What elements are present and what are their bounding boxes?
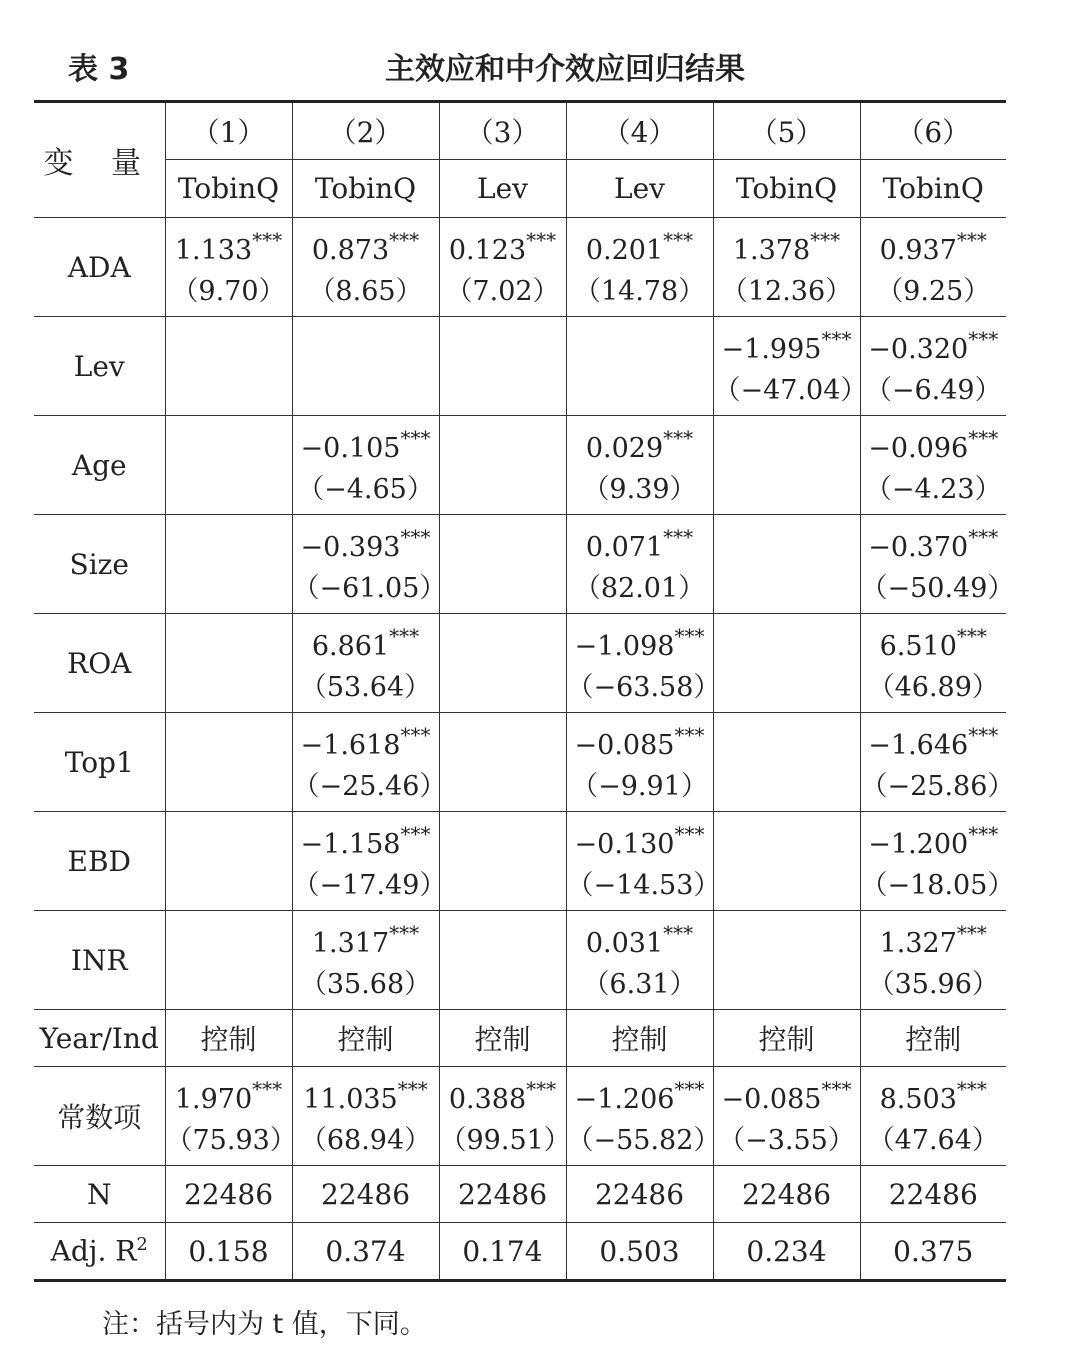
table-row (34, 416, 1006, 515)
table-row (34, 911, 1006, 1010)
significance-stars: *** (968, 426, 999, 450)
result-cell (713, 317, 868, 416)
coefficient-value: 0.937 (879, 235, 957, 266)
adj-r2-value: 0.374 (292, 1223, 439, 1281)
coefficient-value: −1.618 (300, 730, 401, 761)
result-cell (292, 218, 439, 317)
result-cell (439, 911, 566, 1010)
significance-stars: *** (252, 228, 283, 252)
result-cell (292, 911, 439, 1010)
significance-stars: *** (674, 624, 705, 648)
coefficient (861, 321, 1007, 370)
coefficient (293, 915, 439, 964)
result-cell (566, 416, 713, 515)
variable-name: Lev (34, 317, 165, 416)
dependent-variable-row (34, 160, 1006, 218)
significance-stars: *** (968, 327, 999, 351)
coefficient (166, 1071, 292, 1120)
adj-r2-value: 0.375 (860, 1223, 1006, 1281)
coefficient (567, 1071, 713, 1120)
coefficient-value: 0.071 (585, 532, 664, 563)
coefficient (567, 816, 713, 865)
result-cell (292, 515, 447, 614)
t-statistic: （−50.49） (860, 573, 1015, 604)
significance-stars: *** (252, 1077, 283, 1101)
significance-stars: *** (400, 525, 431, 549)
result-cell (292, 812, 447, 911)
dependent-variable: TobinQ (165, 160, 292, 218)
model-number: （3） (439, 102, 566, 160)
t-statistic: （−63.58） (566, 672, 721, 703)
coefficient (567, 618, 713, 667)
coefficient (861, 519, 1007, 568)
table-row (34, 713, 1006, 812)
coefficient-value: −0.320 (868, 334, 969, 365)
significance-stars: *** (821, 1077, 852, 1101)
t-statistic: （9.39） (582, 474, 697, 505)
coefficient (861, 222, 1007, 271)
coefficient-value: 1.327 (879, 928, 957, 959)
result-cell (566, 614, 721, 713)
result-cell (165, 1067, 297, 1166)
variable-name: Size (34, 515, 165, 614)
t-statistic: （53.64） (299, 672, 432, 703)
model-number: （4） (566, 102, 713, 160)
significance-stars: *** (956, 1077, 987, 1101)
observation-count: 22486 (165, 1166, 292, 1223)
adj-r2-value: 0.503 (566, 1223, 713, 1281)
result-cell (165, 911, 292, 1010)
significance-stars: *** (526, 1077, 557, 1101)
control-indicator: 控制 (165, 1010, 292, 1067)
variable-name: ROA (34, 614, 165, 713)
coefficient-value: −0.130 (574, 829, 675, 860)
coefficient (293, 519, 439, 568)
result-cell (860, 911, 1006, 1010)
result-cell (439, 218, 566, 317)
coefficient (440, 222, 566, 271)
result-cell (566, 515, 713, 614)
result-cell (165, 614, 292, 713)
coefficient (293, 420, 439, 469)
variable-name: N (34, 1166, 165, 1223)
result-cell (292, 317, 439, 416)
model-number: （5） (713, 102, 860, 160)
dependent-variable: TobinQ (860, 160, 1006, 218)
coefficient (714, 222, 860, 271)
dependent-variable: TobinQ (713, 160, 860, 218)
table-row (34, 614, 1006, 713)
controls-row (34, 1010, 1006, 1067)
control-indicator: 控制 (860, 1010, 1006, 1067)
result-cell (860, 416, 1006, 515)
result-cell (566, 218, 713, 317)
t-statistic: （12.36） (720, 276, 853, 307)
dependent-variable: Lev (439, 160, 566, 218)
t-statistic: （−3.55） (718, 1125, 855, 1156)
observations-row (34, 1166, 1006, 1223)
table-row (34, 317, 1006, 416)
t-statistic: （9.25） (876, 276, 991, 307)
result-cell (713, 515, 860, 614)
variable-column-header: 变 量 (34, 102, 165, 218)
coefficient-value: −0.096 (868, 433, 969, 464)
t-statistic: （−4.23） (864, 474, 1002, 505)
result-cell (566, 812, 721, 911)
t-statistic: （−25.46） (292, 771, 447, 802)
t-statistic: （14.78） (573, 276, 706, 307)
t-statistic: （−6.49） (864, 375, 1002, 406)
table-row (34, 812, 1006, 911)
result-cell (439, 317, 566, 416)
coefficient (714, 1071, 860, 1120)
coefficient-value: 0.029 (585, 433, 664, 464)
t-statistic: （7.02） (445, 276, 560, 307)
control-indicator: 控制 (439, 1010, 566, 1067)
coefficient-value: −1.206 (574, 1084, 675, 1115)
coefficient (861, 816, 1007, 865)
t-statistic: （−17.49） (292, 870, 447, 901)
control-indicator: 控制 (566, 1010, 713, 1067)
observation-count: 22486 (439, 1166, 566, 1223)
adj-r2-row (34, 1223, 1006, 1281)
adj-r2-superscript: 2 (136, 1234, 148, 1256)
result-cell (860, 317, 1006, 416)
result-cell (713, 911, 860, 1010)
t-statistic: （−25.86） (860, 771, 1015, 802)
observation-count: 22486 (860, 1166, 1006, 1223)
result-cell (566, 713, 713, 812)
result-cell (713, 1067, 860, 1166)
result-cell (860, 713, 1015, 812)
t-statistic: （−4.65） (297, 474, 434, 505)
coefficient (861, 915, 1007, 964)
table-title: 主效应和中介效应回归结果 (385, 52, 745, 87)
model-number: （2） (292, 102, 439, 160)
coefficient (293, 222, 439, 271)
significance-stars: *** (968, 723, 999, 747)
coefficient (861, 420, 1007, 469)
significance-stars: *** (397, 1077, 428, 1101)
result-cell (439, 515, 566, 614)
coefficient (293, 717, 439, 766)
result-cell (713, 812, 860, 911)
result-cell (713, 614, 860, 713)
coefficient (567, 915, 713, 964)
model-number-row (34, 102, 1006, 160)
observation-count: 22486 (713, 1166, 860, 1223)
result-cell (439, 713, 566, 812)
coefficient (861, 717, 1007, 766)
significance-stars: *** (526, 228, 557, 252)
coefficient-value: −1.200 (868, 829, 969, 860)
t-statistic: （99.51） (439, 1125, 571, 1156)
variable-name (34, 1223, 165, 1281)
coefficient-value: 0.123 (448, 235, 527, 266)
coefficient (567, 222, 713, 271)
observation-count: 22486 (566, 1166, 713, 1223)
result-cell (292, 614, 439, 713)
result-cell (860, 515, 1015, 614)
coefficient-value: 1.317 (311, 928, 390, 959)
t-statistic: （−9.91） (571, 771, 708, 802)
t-statistic: （−47.04） (713, 375, 868, 406)
t-statistic: （−18.05） (860, 870, 1015, 901)
significance-stars: *** (389, 624, 420, 648)
coefficient-value: −1.098 (574, 631, 675, 662)
result-cell (292, 416, 439, 515)
significance-stars: *** (663, 525, 694, 549)
significance-stars: *** (968, 822, 999, 846)
t-statistic: （6.31） (582, 969, 697, 1000)
coefficient-value: 0.388 (448, 1084, 527, 1115)
constant-row (34, 1067, 1006, 1166)
t-statistic: （−14.53） (566, 870, 721, 901)
table-caption (0, 38, 1065, 88)
t-statistic: （9.70） (171, 276, 286, 307)
variable-name: 常数项 (34, 1067, 165, 1166)
result-cell (713, 218, 860, 317)
coefficient-value: −0.085 (721, 1084, 822, 1115)
significance-stars: *** (821, 327, 852, 351)
coefficient-value: 1.133 (174, 235, 253, 266)
table-note: 注：括号内为 t 值，下同。 (102, 1309, 427, 1340)
t-statistic: （68.94） (299, 1125, 432, 1156)
result-cell (566, 317, 713, 416)
coefficient-value: −1.995 (721, 334, 822, 365)
result-cell (713, 416, 860, 515)
coefficient (440, 1071, 566, 1120)
coefficient-value: 0.201 (585, 235, 664, 266)
coefficient-value: 0.873 (311, 235, 390, 266)
significance-stars: *** (389, 921, 420, 945)
coefficient (293, 1071, 439, 1120)
model-number: （6） (860, 102, 1006, 160)
result-cell (439, 812, 566, 911)
result-cell (165, 218, 292, 317)
t-statistic: （35.96） (867, 969, 999, 1000)
coefficient-value: −1.646 (868, 730, 969, 761)
result-cell (165, 515, 292, 614)
coefficient-value: 11.035 (303, 1084, 398, 1115)
variable-name: ADA (34, 218, 165, 317)
t-statistic: （−55.82） (566, 1125, 721, 1156)
significance-stars: *** (663, 228, 694, 252)
result-cell (165, 317, 292, 416)
significance-stars: *** (674, 822, 705, 846)
significance-stars: *** (400, 723, 431, 747)
variable-name: Year/Ind (34, 1010, 165, 1067)
coefficient (293, 618, 439, 667)
variable-name: EBD (34, 812, 165, 911)
model-number: （1） (165, 102, 292, 160)
result-cell (860, 812, 1015, 911)
coefficient-value: 1.970 (174, 1084, 253, 1115)
coefficient-value: −0.370 (868, 532, 969, 563)
result-cell (566, 911, 713, 1010)
significance-stars: *** (956, 921, 987, 945)
coefficient-value: −0.085 (574, 730, 675, 761)
control-indicator: 控制 (713, 1010, 860, 1067)
result-cell (439, 614, 566, 713)
dependent-variable: Lev (566, 160, 713, 218)
regression-table (34, 100, 1015, 1282)
coefficient-value: −0.105 (300, 433, 401, 464)
result-cell (292, 1067, 439, 1166)
result-cell (439, 416, 566, 515)
coefficient-value: 6.861 (311, 631, 390, 662)
coefficient (567, 420, 713, 469)
significance-stars: *** (810, 228, 841, 252)
variable-name: Top1 (34, 713, 165, 812)
table-row (34, 515, 1006, 614)
result-cell (165, 713, 292, 812)
coefficient-value: 1.378 (732, 235, 811, 266)
coefficient (567, 717, 713, 766)
result-cell (860, 218, 1006, 317)
significance-stars: *** (400, 822, 431, 846)
coefficient-value: 6.510 (879, 631, 957, 662)
result-cell (566, 1067, 721, 1166)
coefficient (166, 222, 292, 271)
t-statistic: （75.93） (165, 1125, 297, 1156)
control-indicator: 控制 (292, 1010, 439, 1067)
significance-stars: *** (663, 426, 694, 450)
result-cell (165, 416, 292, 515)
coefficient (293, 816, 439, 865)
significance-stars: *** (956, 624, 987, 648)
significance-stars: *** (956, 228, 987, 252)
result-cell (860, 1067, 1006, 1166)
variable-name: INR (34, 911, 165, 1010)
result-cell (165, 812, 292, 911)
result-cell (292, 713, 447, 812)
coefficient-value: 8.503 (879, 1084, 957, 1115)
table-number: 表 3 (68, 52, 130, 87)
observation-count: 22486 (292, 1166, 439, 1223)
t-statistic: （82.01） (573, 573, 706, 604)
coefficient-value: −1.158 (300, 829, 401, 860)
adj-r2-label: Adj. R (50, 1234, 137, 1268)
t-statistic: （35.68） (299, 969, 432, 1000)
variable-name: Age (34, 416, 165, 515)
t-statistic: （46.89） (867, 672, 999, 703)
significance-stars: *** (968, 525, 999, 549)
coefficient-value: −0.393 (300, 532, 401, 563)
significance-stars: *** (400, 426, 431, 450)
t-statistic: （8.65） (308, 276, 423, 307)
significance-stars: *** (389, 228, 420, 252)
table-row (34, 218, 1006, 317)
adj-r2-value: 0.174 (439, 1223, 566, 1281)
result-cell (860, 614, 1006, 713)
significance-stars: *** (663, 921, 694, 945)
significance-stars: *** (674, 723, 705, 747)
coefficient (861, 1071, 1007, 1120)
adj-r2-value: 0.234 (713, 1223, 860, 1281)
coefficient (714, 321, 860, 370)
adj-r2-value: 0.158 (165, 1223, 292, 1281)
t-statistic: （47.64） (867, 1125, 999, 1156)
coefficient (567, 519, 713, 568)
significance-stars: *** (674, 1077, 705, 1101)
t-statistic: （−61.05） (292, 573, 447, 604)
coefficient-value: 0.031 (585, 928, 664, 959)
dependent-variable: TobinQ (292, 160, 439, 218)
result-cell (713, 713, 860, 812)
coefficient (861, 618, 1007, 667)
result-cell (439, 1067, 571, 1166)
